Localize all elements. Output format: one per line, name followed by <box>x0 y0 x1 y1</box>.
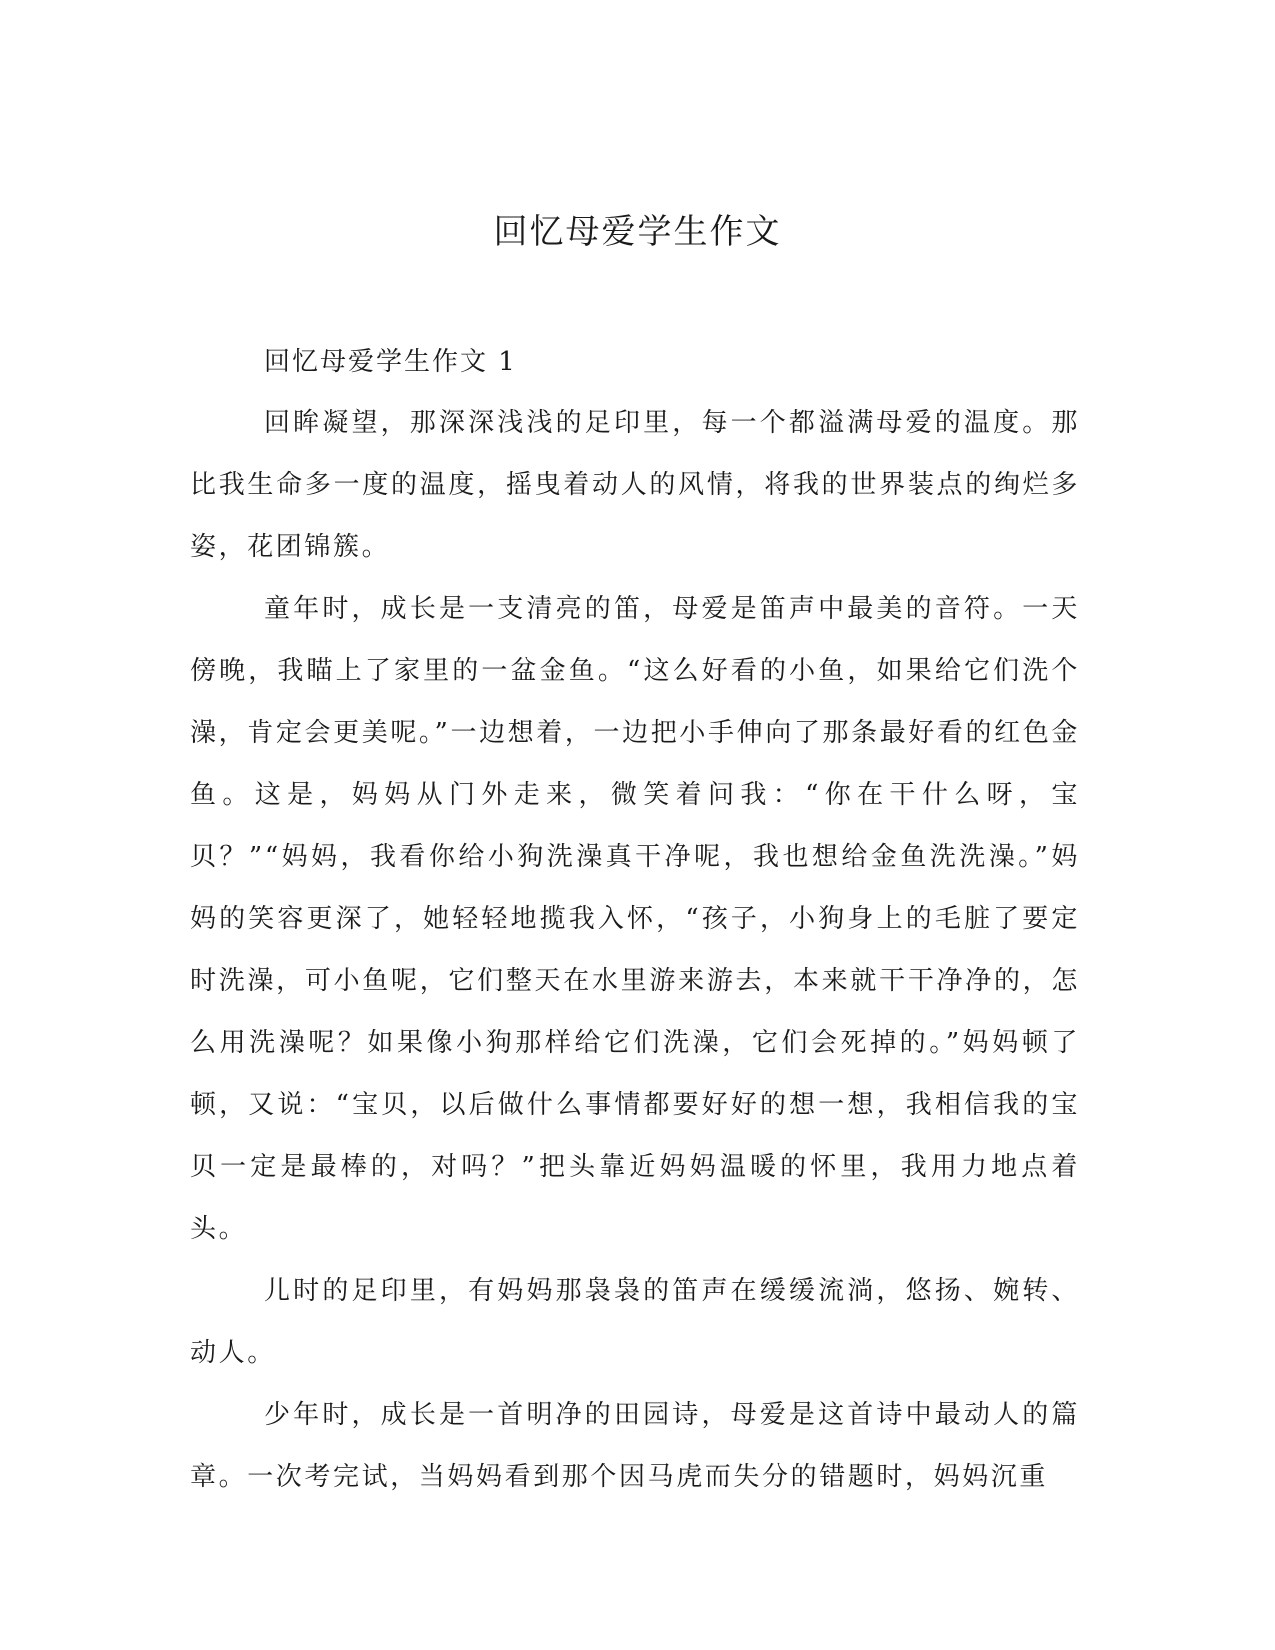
paragraph-4: 少年时，成长是一首明净的田园诗，母爱是这首诗中最动人的篇章。一次考完试，当妈妈看到那个因马虎而失分的错题时，妈妈沉重 <box>190 1400 1080 1492</box>
paragraph-2: 童年时，成长是一支清亮的笛，母爱是笛声中最美的音符。一天傍晚，我瞄上了家里的一盆金鱼。“这么好看的小鱼，如果给它们洗个澡，肯定会更美呢。”一边想着，一边把小手伸向了那条最好看的红色金鱼。这是，妈妈从门外走来，微笑着问我：“你在干什么呀，宝贝？”“妈妈，我看你给小狗洗澡真干净呢，我也想给金鱼洗洗澡。”妈妈的笑容更深了，她轻轻地揽我入怀，“孩子，小狗身上的毛脏了要定时洗澡，可小鱼呢，它们整天在水里游来游去，本来就干干净净的，怎么用洗澡呢？如果像小狗那样给它们洗澡，它们会死掉的。”妈妈顿了顿，又说：“宝贝，以后做什么事情都要好好的想一想，我相信我的宝贝一定是最棒的，对吗？”把头靠近妈妈温暖的怀里，我用力地点着头。 <box>190 594 1080 1244</box>
page-title: 回忆母爱学生作文 <box>493 212 782 252</box>
paragraph-1: 回眸凝望，那深深浅浅的足印里，每一个都溢满母爱的温度。那比我生命多一度的温度，摇曳着动人的风情，将我的世界装点的绚烂多姿，花团锦簇。 <box>190 408 1080 562</box>
essay-body <box>190 332 1080 1508</box>
paragraph-3: 儿时的足印里，有妈妈那袅袅的笛声在缓缓流淌，悠扬、婉转、动人。 <box>190 1276 1080 1368</box>
essay-subtitle: 回忆母爱学生作文 1 <box>264 347 517 377</box>
